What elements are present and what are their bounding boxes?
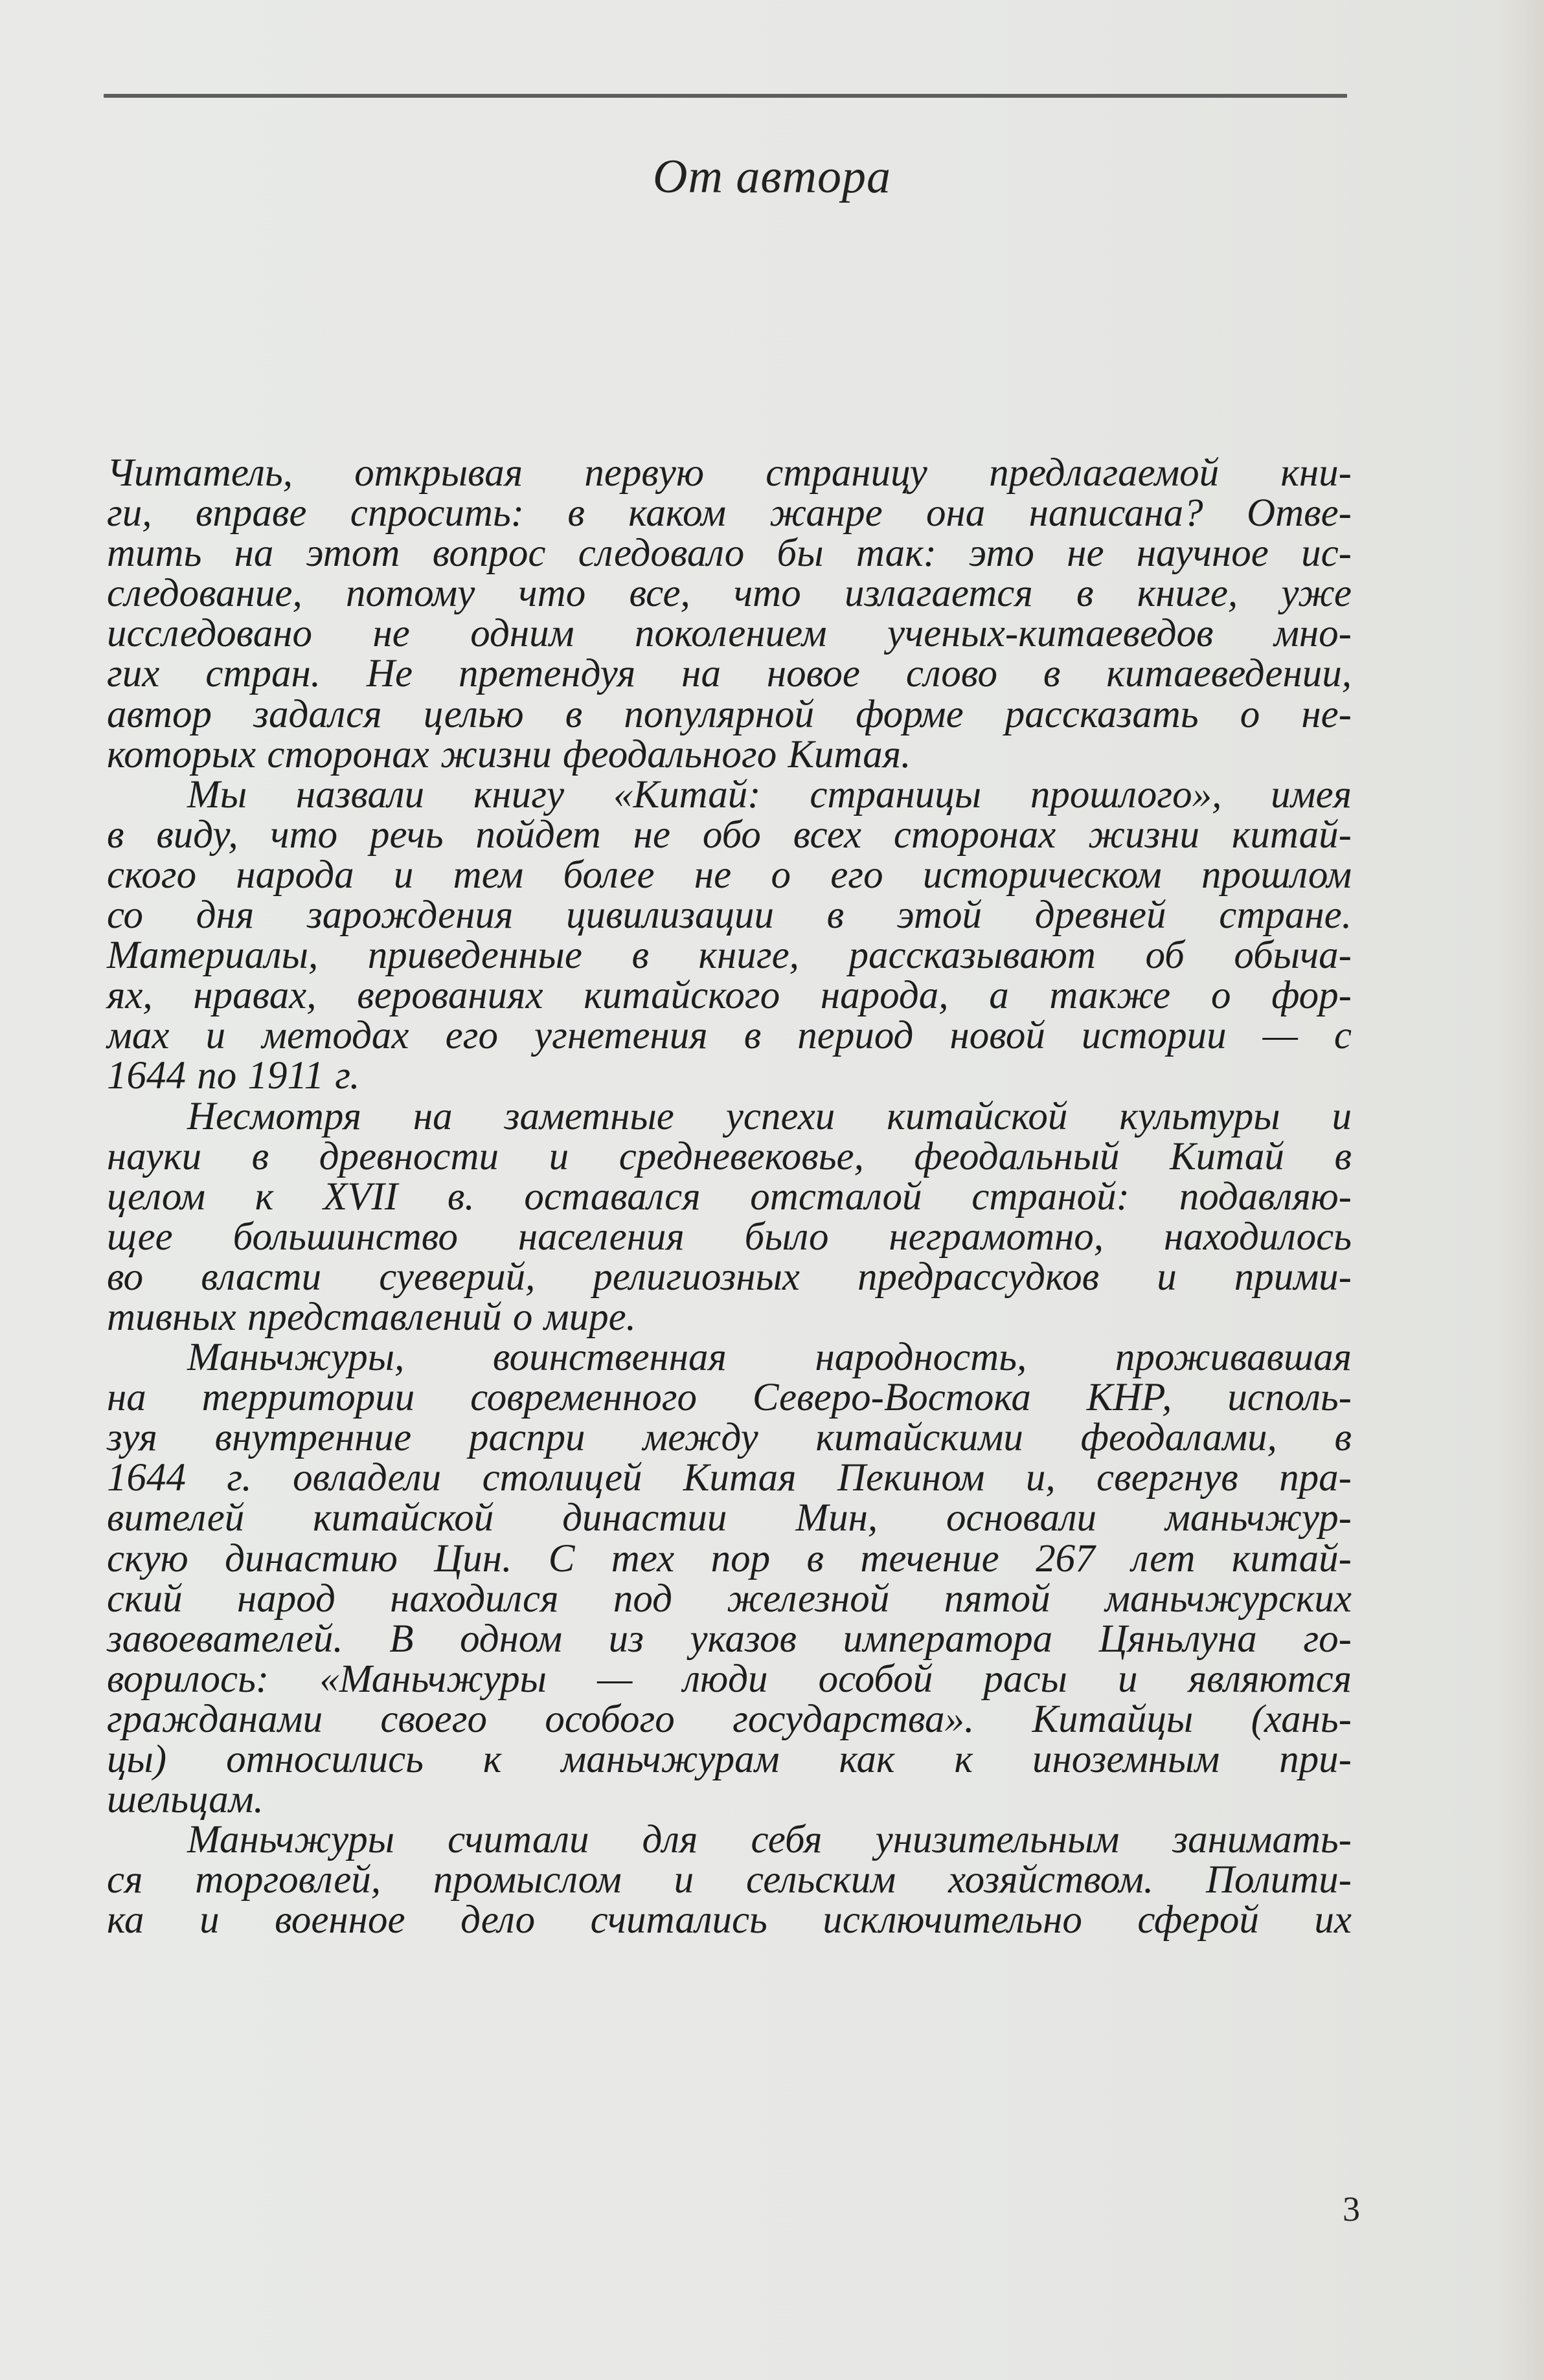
text-line: шельцам.	[107, 1778, 264, 1822]
text-line: Мы назвали книгу «Китай: страницы прошлого», имея	[187, 772, 1352, 816]
text-line: щее большинство населения было неграмотно, находилось	[107, 1215, 1352, 1259]
paragraph	[107, 1094, 1352, 1339]
text-line: скую династию Цин. С тех пор в течение 267 лет китай-	[107, 1536, 1352, 1580]
text-line: исследовано не одним поколением ученых-китаеведов мно-	[107, 612, 1352, 656]
text-line: гражданами своего особого государства». Китайцы (хань-	[107, 1697, 1352, 1741]
header-rule	[104, 94, 1347, 98]
text-line: вителей китайской династии Мин, основали маньчжур-	[107, 1496, 1352, 1540]
text-line: Маньчжуры, воинственная народность, проживавшая	[187, 1336, 1352, 1380]
text-line: 1644 г. овладели столицей Китая Пекином и, свергнув пра-	[107, 1456, 1352, 1500]
paragraph	[107, 1338, 1352, 1820]
text-line: цы) относились к маньчжурам как к иноземным при-	[107, 1738, 1352, 1781]
text-line: Несмотря на заметные успехи китайской культуры и	[187, 1094, 1352, 1138]
text-line: тить на этот вопрос следовало бы так: это не научное ис-	[107, 532, 1352, 576]
text-line: ворилось: «Маньчжуры — люди особой расы и являются	[107, 1657, 1352, 1701]
text-line: автор задался целью в популярной форме рассказать о не-	[107, 692, 1352, 736]
page-number: 3	[1343, 2190, 1360, 2228]
text-line: ях, нравах, верованиях китайского народа, а также о фор-	[107, 974, 1352, 1018]
paragraph	[107, 1820, 1352, 1940]
chapter-title: От автора	[653, 150, 891, 203]
text-line: зуя внутренние распри между китайскими феодалами, в	[107, 1416, 1352, 1460]
text-line: 1644 по 1911 г.	[107, 1054, 360, 1098]
text-line: Читатель, открывая первую страницу предлагаемой кни-	[107, 451, 1352, 495]
text-line: Материалы, приведенные в книге, рассказывают об обыча-	[107, 934, 1352, 978]
text-line: ка и военное дело считались исключительно сферой их	[107, 1898, 1352, 1942]
text-line: которых сторонах жизни феодального Китая.	[107, 732, 911, 776]
text-line: Маньчжуры считали для себя унизительным занимать-	[187, 1818, 1352, 1862]
body-text	[107, 453, 1352, 1940]
text-line: на территории современного Северо-Востока КНР, исполь-	[107, 1376, 1352, 1420]
text-line: гих стран. Не претендуя на новое слово в китаеведении,	[107, 652, 1352, 696]
text-line: со дня зарождения цивилизации в этой древней стране.	[107, 893, 1352, 937]
text-line: ги, вправе спросить: в каком жанре она написана? Отве-	[107, 491, 1352, 535]
text-line: ского народа и тем более не о его историческом прошлом	[107, 853, 1352, 897]
text-line: целом к XVII в. оставался отсталой страной: подавляю-	[107, 1174, 1352, 1218]
text-line: во власти суеверий, религиозных предрассудков и прими-	[107, 1255, 1352, 1299]
text-line: завоевателей. В одном из указов императора Цяньлуна го-	[107, 1617, 1352, 1661]
text-line: тивных представлений о мире.	[107, 1295, 636, 1339]
text-line: ся торговлей, промыслом и сельским хозяйством. Полити-	[107, 1858, 1352, 1902]
paragraph	[107, 772, 1352, 1098]
text-line: науки в древности и средневековье, феодальный Китай в	[107, 1134, 1352, 1178]
text-line: следование, потому что все, что излагается в книге, уже	[107, 572, 1352, 616]
text-line: в виду, что речь пойдет не обо всех сторонах жизни китай-	[107, 813, 1352, 857]
text-line: ский народ находился под железной пятой маньчжурских	[107, 1577, 1352, 1621]
text-line: мах и методах его угнетения в период новой истории — с	[107, 1014, 1352, 1058]
paragraph	[107, 453, 1352, 775]
